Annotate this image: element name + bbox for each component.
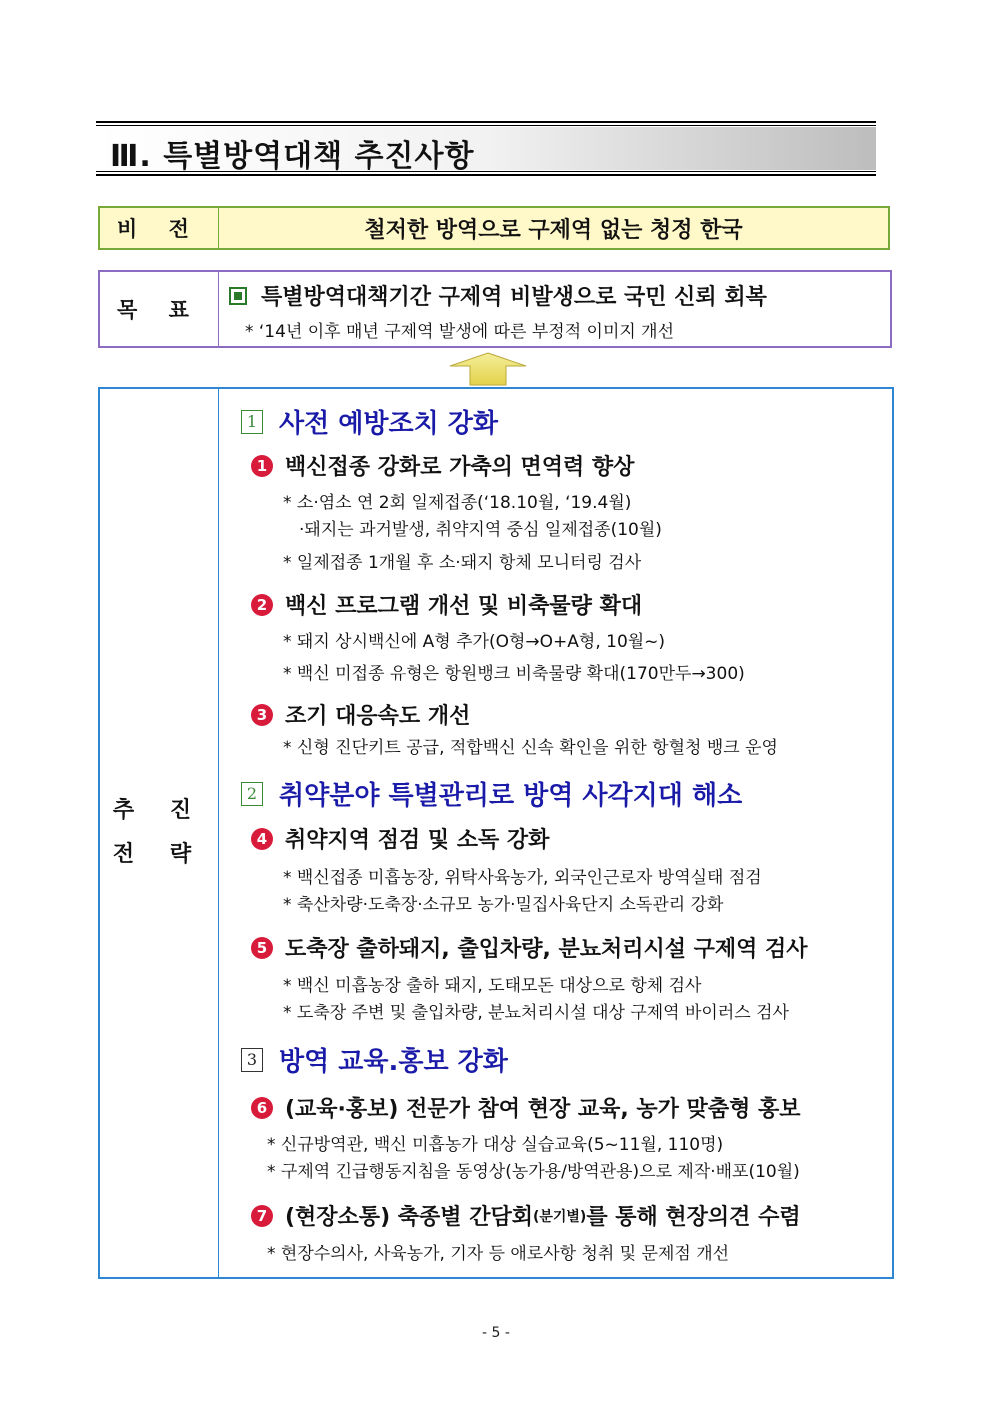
boxed-number: 1 [241, 410, 263, 434]
bullet: * 돼지 상시백신에 A형 추가(O형→O+A형, 10월~) [283, 632, 666, 652]
item-title: (교육·홍보) 전문가 참여 현장 교육, 농가 맞춤형 홍보 [285, 1097, 801, 1122]
category-title: 사전 예방조치 강화 [279, 409, 499, 439]
arrow-up-icon [448, 352, 528, 386]
item-title: 백신접종 강화로 가축의 면역력 향상 [285, 455, 635, 480]
rule [96, 125, 876, 126]
bullet: * 현장수의사, 사육농가, 기자 등 애로사항 청취 및 문제점 개선 [267, 1244, 730, 1264]
goal-sub: * ‘14년 이후 매년 구제역 발생에 따른 부정적 이미지 개선 [245, 322, 675, 342]
strategy-label-line1: 추 진 [112, 798, 206, 823]
checkbox-square-icon [229, 287, 247, 305]
category-title: 방역 교육.홍보 강화 [279, 1047, 508, 1077]
section-header [96, 121, 876, 176]
bullet: * 신규방역관, 백신 미흡농가 대상 실습교육(5~11월, 110명) [267, 1135, 724, 1155]
vision-row [98, 206, 890, 250]
category-2 [241, 775, 742, 812]
bullet: * 소·염소 연 2회 일제접종(‘18.10월, ‘19.4월) [283, 493, 632, 513]
goal-main-text: 특별방역대책기간 구제역 비발생으로 국민 신뢰 회복 [261, 285, 767, 310]
section-title: Ⅲ. 특별방역대책 추진사항 [110, 139, 475, 174]
page-number: - 5 - [482, 1325, 510, 1341]
bullet: * 구제역 긴급행동지침을 동영상(농가용/방역관용)으로 제작·배포(10월) [267, 1162, 800, 1182]
item-title-b: 를 통해 현장의견 수렴 [586, 1205, 801, 1230]
item-5 [251, 932, 808, 963]
circled-number: 7 [251, 1205, 273, 1227]
item-title: 도축장 출하돼지, 출입차량, 분뇨처리시설 구제역 검사 [285, 937, 808, 962]
item-2 [251, 589, 642, 620]
rule [96, 121, 876, 123]
boxed-number: 3 [241, 1048, 263, 1072]
category-1 [241, 403, 498, 440]
bullet: * 도축장 주변 및 출입차량, 분뇨처리시설 대상 구제역 바이러스 검사 [283, 1003, 789, 1023]
item-title-small: (분기별) [532, 1208, 587, 1225]
item-title: 취약지역 점검 및 소독 강화 [285, 828, 550, 853]
item-1 [251, 450, 634, 481]
item-title: 조기 대응속도 개선 [285, 704, 471, 729]
item-title-a: (현장소통) 축종별 간담회 [285, 1205, 533, 1230]
category-title: 취약분야 특별관리로 방역 사각지대 해소 [279, 781, 743, 811]
circled-number: 6 [251, 1097, 273, 1119]
item-title: 백신 프로그램 개선 및 비축물량 확대 [285, 594, 643, 619]
goal-main [229, 280, 890, 311]
vision-label: 비 전 [100, 208, 219, 248]
boxed-number: 2 [241, 782, 263, 806]
strategy-label-line2: 전 략 [112, 842, 206, 867]
bullet: * 백신접종 미흡농장, 위탁사육농가, 외국인근로자 방역실태 점검 [283, 868, 762, 888]
item-3 [251, 699, 470, 730]
strategy-box [98, 387, 894, 1279]
vision-text: 철저한 방역으로 구제역 없는 청정 한국 [364, 217, 743, 243]
bullet: * 신형 진단키트 공급, 적합백신 신속 확인을 위한 항혈청 뱅크 운영 [283, 738, 778, 758]
bullet: * 백신 미흡농장 출하 돼지, 도태모돈 대상으로 항체 검사 [283, 976, 702, 996]
category-3 [241, 1041, 508, 1078]
bullet: * 백신 미접종 유형은 항원뱅크 비축물량 확대(170만두→300) [283, 664, 745, 684]
strategy-label [100, 389, 219, 1277]
circled-number: 3 [251, 704, 273, 726]
goal-row [98, 270, 892, 348]
item-7 [251, 1200, 801, 1231]
goal-label: 목 표 [100, 272, 219, 346]
item-4 [251, 823, 549, 854]
circled-number: 2 [251, 594, 273, 616]
circled-number: 4 [251, 828, 273, 850]
bullet: * 일제접종 1개월 후 소·돼지 항체 모니터링 검사 [283, 553, 642, 573]
goal-body [219, 272, 890, 346]
bullet: * 축산차량·도축장·소규모 농가·밀집사육단지 소독관리 강화 [283, 895, 724, 915]
strategy-body [219, 389, 892, 1277]
circled-number: 1 [251, 455, 273, 477]
item-6 [251, 1092, 800, 1123]
circled-number: 5 [251, 937, 273, 959]
bullet: ·돼지는 과거발생, 취약지역 중심 일제접종(10월) [299, 520, 662, 540]
